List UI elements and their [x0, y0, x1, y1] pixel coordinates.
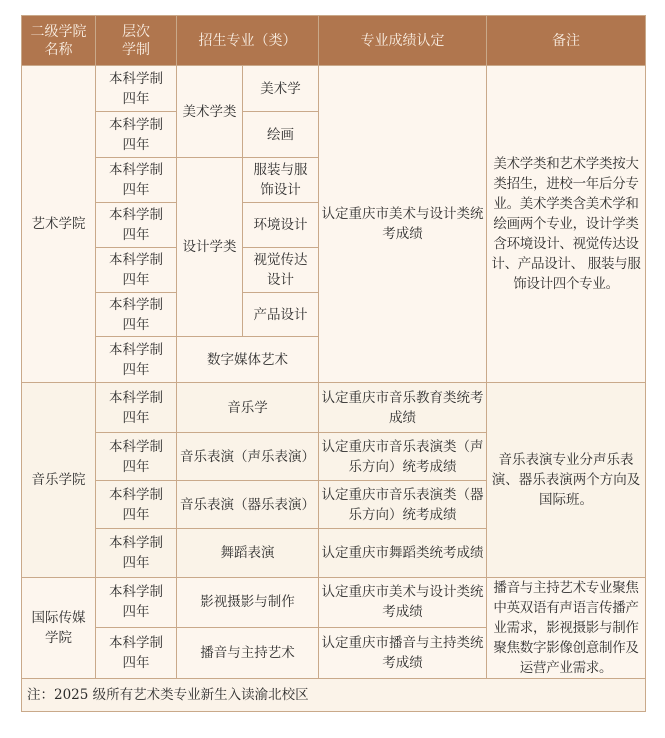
- score-music-education: 认定重庆市音乐教育类统考成绩: [319, 383, 487, 433]
- level-cell: 本科学制四年: [96, 529, 177, 578]
- college-media: 国际传媒学院: [22, 578, 96, 679]
- level-cell: 本科学制四年: [96, 248, 177, 293]
- admissions-table-container: [21, 15, 646, 712]
- footnote-row: [22, 679, 646, 712]
- header-major: 招生专业（类）: [177, 16, 319, 66]
- college-music: 音乐学院: [22, 383, 96, 578]
- level-cell: 本科学制四年: [96, 481, 177, 529]
- level-cell: 本科学制四年: [96, 66, 177, 112]
- score-broadcasting: 认定重庆市播音与主持类统考成绩: [319, 627, 487, 678]
- category-design: 设计学类: [177, 158, 243, 337]
- header-score: 专业成绩认定: [319, 16, 487, 66]
- major-fashion-design: 服装与服饰设计: [243, 158, 319, 203]
- header-level: 层次学制: [96, 16, 177, 66]
- table-row: [22, 66, 646, 112]
- remark-art: 美术学类和艺术学类按大类招生，进校一年后分专业。美术学类含美术学和绘画两个专业，设计学类含环境设计、视觉传达设计、产品设计、 服装与服饰设计四个专业。: [487, 66, 646, 383]
- level-cell: 本科学制四年: [96, 112, 177, 158]
- category-fine-arts: 美术学类: [177, 66, 243, 158]
- header-college: 二级学院名称: [22, 16, 96, 66]
- remark-media: 播音与主持艺术专业聚焦中英双语有声语言传播产业需求，影视摄影与制作聚焦数字影像创意制作及运营产业需求。: [487, 578, 646, 679]
- level-cell: 本科学制四年: [96, 158, 177, 203]
- major-instrumental-performance: 音乐表演（器乐表演）: [177, 481, 319, 529]
- major-product-design: 产品设计: [243, 293, 319, 337]
- level-cell: 本科学制四年: [96, 203, 177, 248]
- remark-music: 音乐表演专业分声乐表演、器乐表演两个方向及国际班。: [487, 383, 646, 578]
- level-cell: 本科学制四年: [96, 293, 177, 337]
- score-film: 认定重庆市美术与设计类统考成绩: [319, 578, 487, 628]
- major-film-photography: 影视摄影与制作: [177, 578, 319, 628]
- major-vocal-performance: 音乐表演（声乐表演）: [177, 433, 319, 481]
- major-broadcasting: 播音与主持艺术: [177, 627, 319, 678]
- major-visual-communication: 视觉传达设计: [243, 248, 319, 293]
- level-cell: 本科学制四年: [96, 627, 177, 678]
- major-musicology: 音乐学: [177, 383, 319, 433]
- major-digital-media: 数字媒体艺术: [177, 337, 319, 383]
- level-cell: 本科学制四年: [96, 433, 177, 481]
- table-row: [22, 578, 646, 628]
- footnote: 注：2025 级所有艺术类专业新生入读渝北校区: [22, 679, 646, 712]
- header-remark: 备注: [487, 16, 646, 66]
- score-instrumental: 认定重庆市音乐表演类（器乐方向）统考成绩: [319, 481, 487, 529]
- table-header-row: [22, 16, 646, 66]
- major-painting: 绘画: [243, 112, 319, 158]
- admissions-table: [21, 15, 646, 712]
- score-dance: 认定重庆市舞蹈类统考成绩: [319, 529, 487, 578]
- major-environment-design: 环境设计: [243, 203, 319, 248]
- college-art: 艺术学院: [22, 66, 96, 383]
- major-fine-arts: 美术学: [243, 66, 319, 112]
- level-cell: 本科学制四年: [96, 383, 177, 433]
- level-cell: 本科学制四年: [96, 578, 177, 628]
- table-row: [22, 383, 646, 433]
- score-vocal: 认定重庆市音乐表演类（声乐方向）统考成绩: [319, 433, 487, 481]
- major-dance: 舞蹈表演: [177, 529, 319, 578]
- level-cell: 本科学制四年: [96, 337, 177, 383]
- score-art: 认定重庆市美术与设计类统考成绩: [319, 66, 487, 383]
